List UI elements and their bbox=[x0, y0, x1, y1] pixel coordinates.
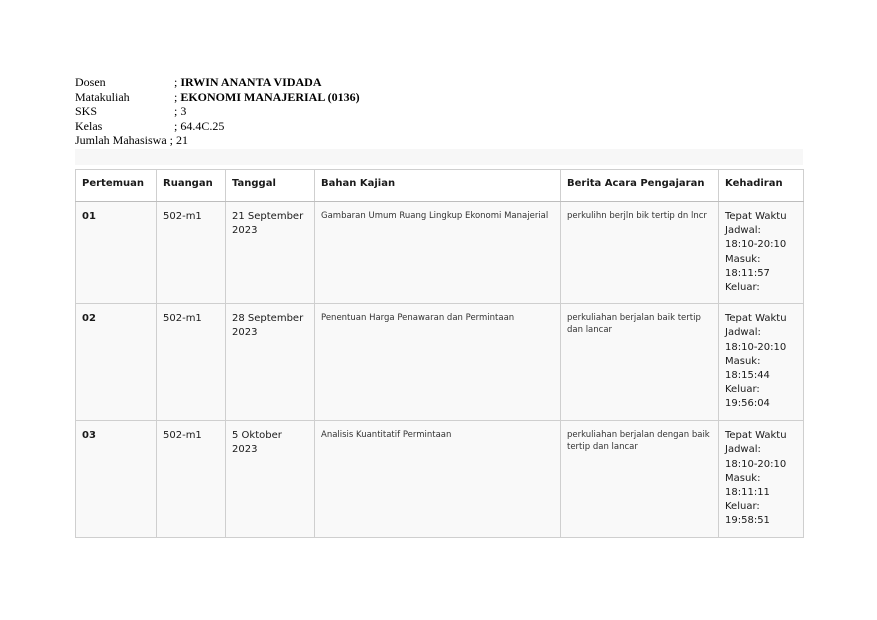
table-row bbox=[76, 421, 804, 538]
attendance-table bbox=[75, 169, 804, 538]
schedule-value: 18:10-20:10 bbox=[725, 341, 787, 353]
check-in-label: Masuk: bbox=[725, 355, 761, 367]
check-in-label: Masuk: bbox=[725, 472, 761, 484]
header-row-class bbox=[75, 119, 360, 134]
header-row-lecturer bbox=[75, 75, 360, 90]
report-cell: perkuliahan berjalan dengan baik tertip dan lancar bbox=[561, 421, 719, 538]
schedule-value: 18:10-20:10 bbox=[725, 458, 787, 470]
header-row-credits bbox=[75, 104, 360, 119]
check-out-value: 19:56:04 bbox=[725, 398, 770, 410]
attendance-status: Tepat Waktu bbox=[725, 313, 787, 325]
check-out-label: Keluar: bbox=[725, 501, 760, 513]
lecturer-name: IRWIN ANANTA VIDADA bbox=[180, 75, 322, 89]
attendance-cell bbox=[719, 304, 804, 421]
separator: ; bbox=[169, 133, 173, 147]
students-label: Jumlah Mahasiswa bbox=[75, 133, 167, 147]
separator: ; bbox=[174, 75, 178, 89]
topic-cell: Gambaran Umum Ruang Lingkup Ekonomi Manajerial bbox=[315, 202, 561, 304]
topic-cell: Penentuan Harga Penawaran dan Permintaan bbox=[315, 304, 561, 421]
class-label: Kelas bbox=[75, 118, 103, 133]
column-header-report: Berita Acara Pengajaran bbox=[561, 170, 719, 202]
check-in-value: 18:11:57 bbox=[725, 267, 770, 279]
credits-label: SKS bbox=[75, 104, 98, 118]
room-cell: 502-m1 bbox=[157, 421, 226, 538]
check-in-value: 18:11:11 bbox=[725, 487, 770, 499]
attendance-status: Tepat Waktu bbox=[725, 430, 787, 442]
header-row-course bbox=[75, 90, 360, 105]
attendance-cell bbox=[719, 202, 804, 304]
column-header-topic: Bahan Kajian bbox=[315, 170, 561, 202]
class-value: 64.4C.25 bbox=[180, 118, 225, 133]
attendance-status: Tepat Waktu bbox=[725, 211, 787, 222]
schedule-value: 18:10-20:10 bbox=[725, 239, 787, 251]
header-row-students bbox=[75, 133, 360, 148]
check-out-label: Keluar: bbox=[725, 384, 760, 396]
table-header-row bbox=[76, 170, 804, 202]
meeting-number: 03 bbox=[76, 421, 157, 538]
course-label: Matakuliah bbox=[75, 89, 130, 104]
schedule-label: Jadwal: bbox=[725, 327, 761, 339]
table-row bbox=[76, 202, 804, 304]
lecturer-label: Dosen bbox=[75, 75, 106, 89]
check-in-value: 18:15:44 bbox=[725, 370, 770, 382]
date-cell: 28 September 2023 bbox=[226, 304, 315, 421]
meeting-number: 01 bbox=[76, 202, 157, 304]
column-header-attendance: Kehadiran bbox=[719, 170, 804, 202]
report-cell: perkuliahan berjalan baik tertip dan lancar bbox=[561, 304, 719, 421]
table-row bbox=[76, 304, 804, 421]
column-header-room: Ruangan bbox=[157, 170, 226, 202]
separator: ; bbox=[174, 104, 178, 118]
column-header-meeting: Pertemuan bbox=[76, 170, 157, 202]
schedule-label: Jadwal: bbox=[725, 225, 761, 237]
course-name: EKONOMI MANAJERIAL (0136) bbox=[180, 89, 360, 104]
lecture-header bbox=[75, 75, 360, 148]
header-divider-band bbox=[75, 149, 803, 165]
room-cell: 502-m1 bbox=[157, 304, 226, 421]
credits-value: 3 bbox=[180, 104, 187, 118]
separator: ; bbox=[174, 118, 178, 133]
students-value: 21 bbox=[176, 133, 188, 147]
schedule-label: Jadwal: bbox=[725, 444, 761, 456]
room-cell: 502-m1 bbox=[157, 202, 226, 304]
meeting-number: 02 bbox=[76, 304, 157, 421]
date-cell: 21 September 2023 bbox=[226, 202, 315, 304]
separator: ; bbox=[174, 89, 178, 104]
check-in-label: Masuk: bbox=[725, 253, 761, 265]
attendance-cell bbox=[719, 421, 804, 538]
topic-cell: Analisis Kuantitatif Permintaan bbox=[315, 421, 561, 538]
check-out-label: Keluar: bbox=[725, 282, 760, 294]
check-out-value: 19:58:51 bbox=[725, 515, 770, 527]
report-cell: perkulihn berjln bik tertip dn lncr bbox=[561, 202, 719, 304]
column-header-date: Tanggal bbox=[226, 170, 315, 202]
date-cell: 5 Oktober 2023 bbox=[226, 421, 315, 538]
